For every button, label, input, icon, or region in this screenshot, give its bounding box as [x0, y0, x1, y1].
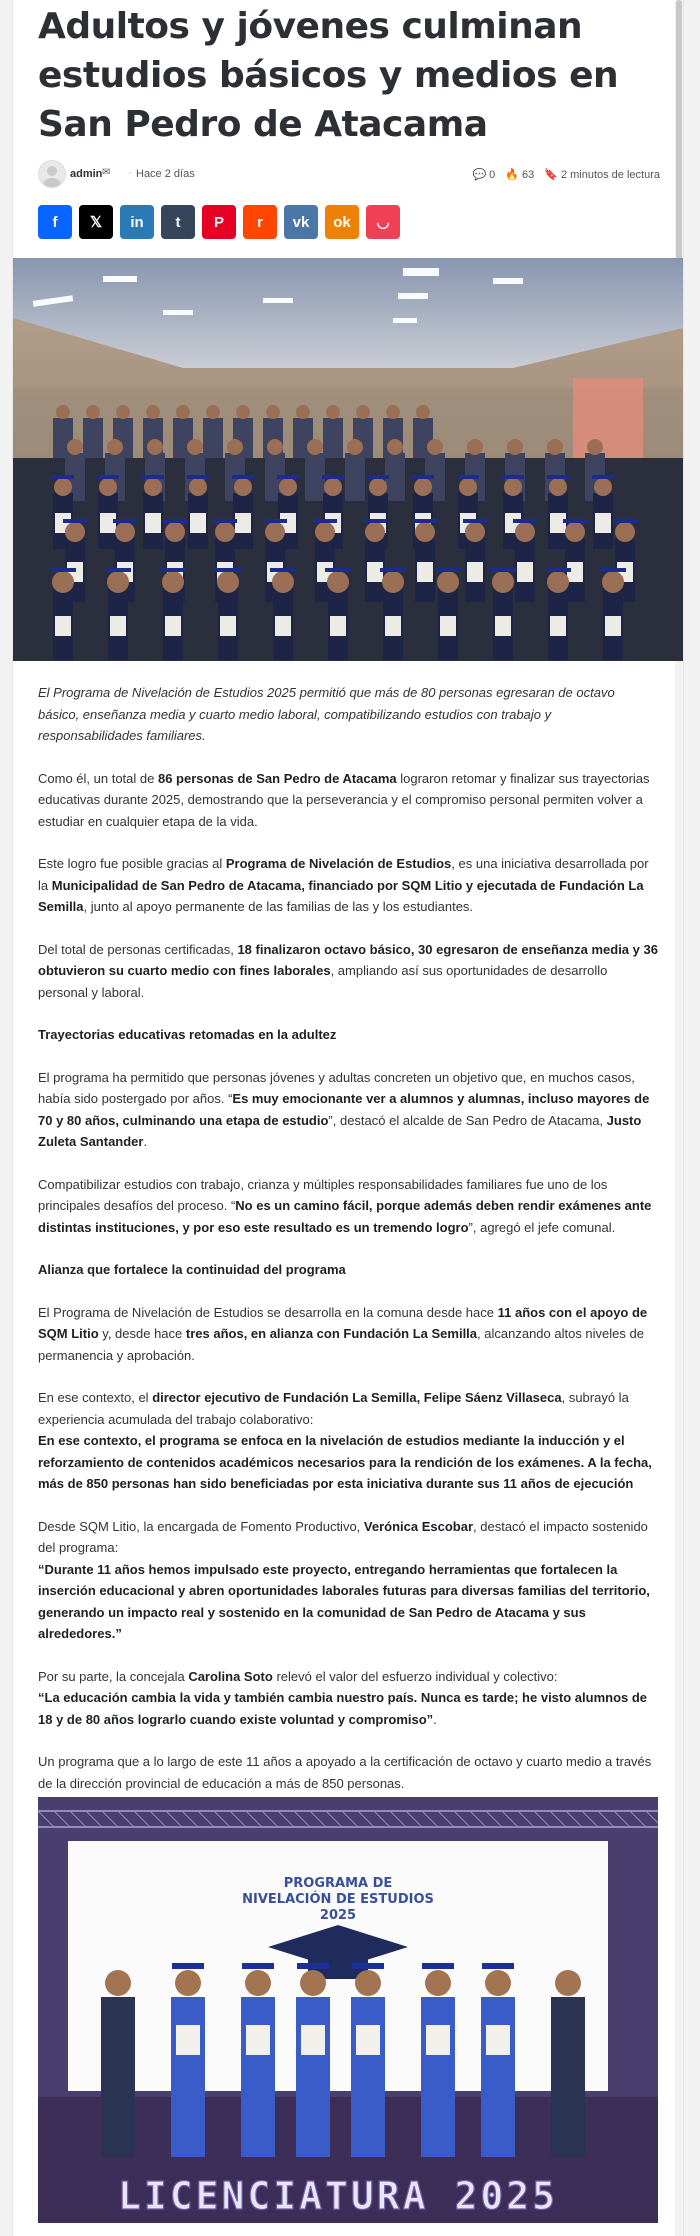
- pinterest-icon: P: [213, 213, 224, 231]
- share-pinterest-button[interactable]: [202, 205, 236, 239]
- ceremony-photo: [38, 1797, 658, 2223]
- paragraph: Por su parte, la concejala Carolina Soto relevó el valor del esfuerzo individual y colectivo: “La educación cambia la vida y también cambia nuestro país. Nunca es tarde; he visto alumnos de 18 y de 80 años lograrlo cuando existe voluntad y compromiso”.: [38, 1668, 648, 1727]
- screen-text: NIVELACIÓN DE ESTUDIOS: [242, 1892, 434, 1907]
- share-reddit-button[interactable]: [243, 205, 277, 239]
- comments-count[interactable]: 💬 0: [472, 168, 496, 181]
- article-body: [38, 682, 658, 1815]
- vk-icon: vk: [292, 213, 310, 231]
- paragraph: El Programa de Nivelación de Estudios se desarrolla en la comuna desde hace 11 años con el apoyo de SQM Litio y, desde hace tres años, en alianza con Fundación La Semilla, alcanzando altos niveles de permanencia y aprobación.: [38, 1304, 648, 1363]
- fire-icon: 🔥: [505, 169, 519, 181]
- paragraph: Este logro fue posible gracias al Programa de Nivelación de Estudios, es una iniciativa desarrollada por la Municipalidad de San Pedro de Atacama, financiado por SQM Litio y ejecutada de Fundación La Semilla, junto al apoyo permanente de las familias de las y los estudiantes.: [38, 856, 649, 914]
- paragraph: Un programa que a lo largo de este 11 años a apoyado a la certificación de octavo y cuarto medio a través de la dirección provincial de educación a más de 850 personas.: [38, 1754, 652, 1791]
- hero-image: [13, 258, 683, 661]
- avatar[interactable]: [38, 160, 66, 188]
- paragraph: En ese contexto, el director ejecutivo de Fundación La Semilla, Felipe Sáenz Villaseca, subrayó la experiencia acumulada del trabajo colaborativo: En ese contexto, el programa se enfoca en la nivelación de estudios mediante la inducción y el reforzamiento de contenidos académicos necesarios para la rendición de los exámenes. A la fecha, más de 850 personas han sido beneficiadas por esta iniciativa durante sus 11 años de ejecución: [38, 1390, 652, 1491]
- pocket-icon: ◡: [376, 214, 390, 231]
- share-linkedin-button[interactable]: [120, 205, 154, 239]
- share-tumblr-button[interactable]: [161, 205, 195, 239]
- comment-icon: 💬: [472, 169, 487, 181]
- post-stats: [472, 168, 660, 181]
- section-heading: Alianza que fortalece la continuidad del programa: [38, 1262, 346, 1277]
- screen-text: 2025: [319, 1908, 357, 1923]
- reddit-icon: r: [257, 213, 263, 231]
- tumblr-icon: t: [175, 213, 181, 231]
- section-heading: Trayectorias educativas retomadas en la adultez: [38, 1027, 337, 1042]
- paragraph: Del total de personas certificadas, 18 finalizaron octavo básico, 30 egresaron de enseñanza media y 36 obtuvieron su cuarto medio con fines laborales, ampliando así sus oportunidades de desarrollo personal y laboral.: [38, 941, 658, 1000]
- share-odnoklassniki-button[interactable]: [325, 205, 359, 239]
- share-facebook-button[interactable]: [38, 205, 72, 239]
- screen-text: PROGRAMA DE: [283, 1876, 393, 1891]
- author-link[interactable]: admin: [70, 168, 103, 180]
- post-date: Hace 2 días: [136, 168, 195, 180]
- envelope-icon[interactable]: ✉: [102, 167, 111, 178]
- linkedin-icon: in: [130, 213, 144, 231]
- separator-dot: ·: [128, 167, 132, 179]
- paragraph: Compatibilizar estudios con trabajo, crianza y múltiples responsabilidades familiares fue uno de los principales desafíos del proceso. “No es un camino fácil, porque además deben rendir exámenes ante distintas instituciones, y por eso este resultado es un tremendo logro”, agregó el jefe comunal.: [38, 1176, 652, 1235]
- share-buttons: [38, 205, 400, 239]
- share-pocket-button[interactable]: [366, 205, 400, 239]
- share-x-button[interactable]: [79, 205, 113, 239]
- article-title: Adultos y jóvenes culminan estudios básicos y medios en San Pedro de Atacama: [38, 6, 619, 145]
- lead-paragraph: El Programa de Nivelación de Estudios 2025 permitió que más de 80 personas egresaran de octavo básico, enseñanza media y cuarto medio laboral, compatibilizando estudios con trabajo y responsabilidades familiares.: [38, 685, 615, 743]
- paragraph: Como él, un total de 86 personas de San Pedro de Atacama lograron retomar y finalizar sus trayectorias educativas durante 2025, demostrando que la perseverancia y el compromiso personal permiten volver a estudiar en cualquier etapa de la vida.: [38, 770, 650, 829]
- odnoklassniki-icon: ok: [333, 213, 351, 231]
- paragraph: El programa ha permitido que personas jóvenes y adultas concreten un objetivo que, en muchos casos, había sido postergado por años. “Es muy emocionante ver a alumnos y alumnas, incluso mayores de 70 y 80 años, culminando una etapa de estudio”, destacó el alcalde de San Pedro de Atacama, Justo Zuleta Santander.: [38, 1069, 650, 1149]
- licenciatura-sign: LICENCIATURA 2025: [118, 2174, 558, 2218]
- facebook-icon: f: [52, 213, 58, 231]
- x-icon: 𝕏: [89, 214, 103, 231]
- share-vk-button[interactable]: [284, 205, 318, 239]
- bookmark-icon: 🔖: [544, 169, 558, 181]
- views-count: 🔥 63: [505, 168, 535, 181]
- paragraph: Desde SQM Litio, la encargada de Fomento Productivo, Verónica Escobar, destacó el impacto sostenido del programa: “Durante 11 años hemos impulsado este proyecto, entregando herramientas que fortalecen la inserción educacional y abren oportunidades laborales futuras para diversas familias del territorio, generando un impacto real y sostenido en la comunidad de San Pedro de Atacama y sus alrededores.”: [38, 1518, 650, 1641]
- read-time: 🔖 2 minutos de lectura: [544, 168, 660, 181]
- post-meta: [38, 160, 660, 188]
